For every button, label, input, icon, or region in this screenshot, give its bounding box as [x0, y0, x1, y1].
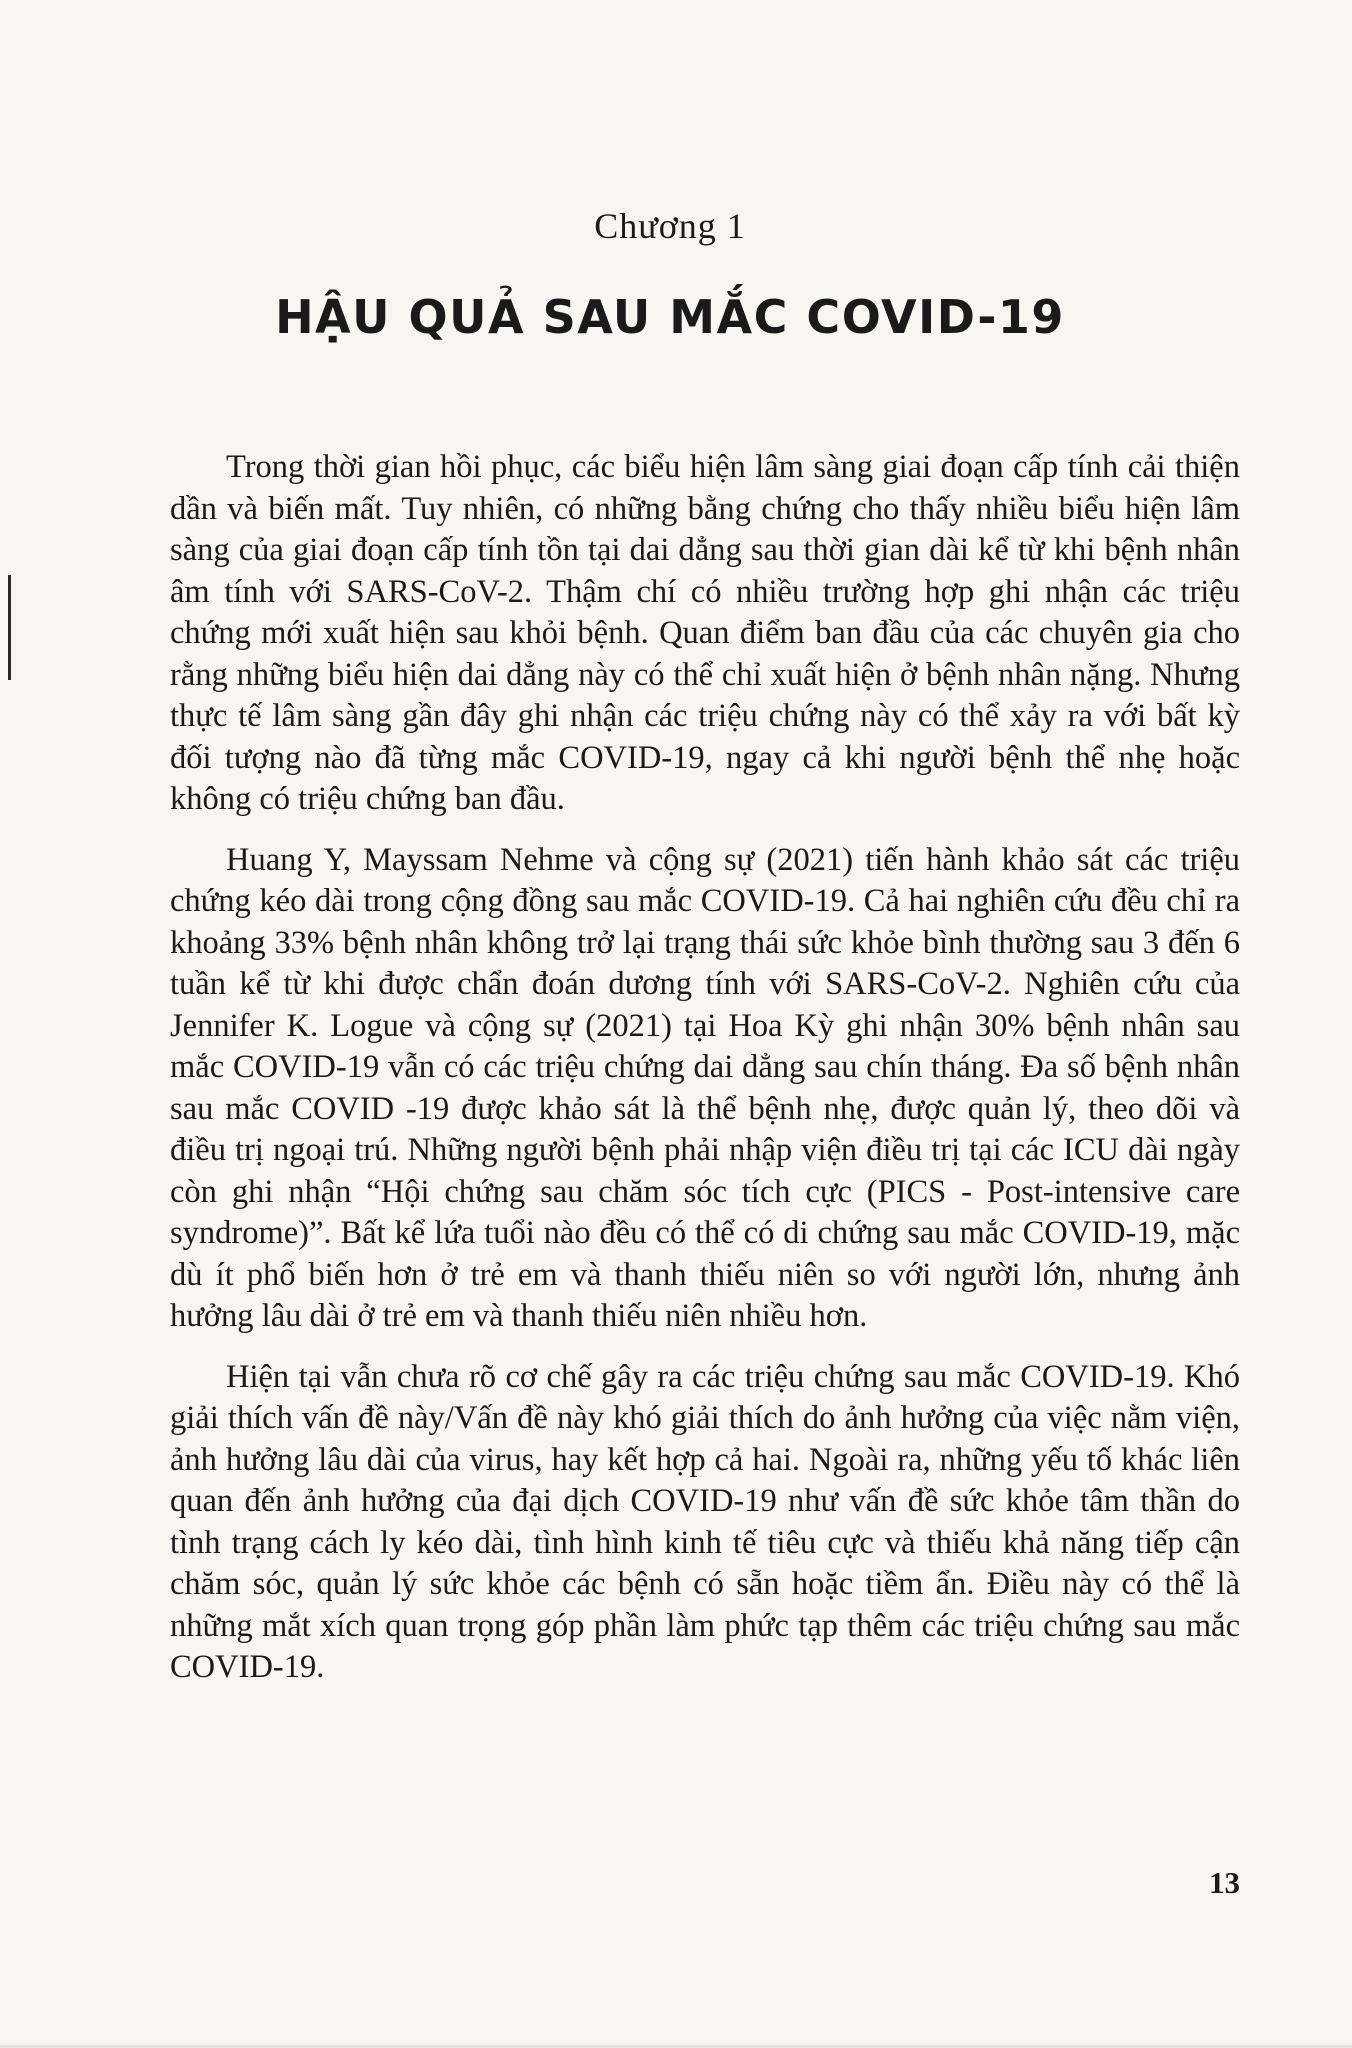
margin-line	[8, 575, 11, 680]
page-number: 13	[1209, 1865, 1240, 1900]
paragraph-2: Huang Y, Mayssam Nehme và cộng sự (2021) tiến hành khảo sát các triệu chứng kéo dài trong cộng đồng sau mắc COVID-19. Cả hai nghiên cứu đều chỉ ra khoảng 33% bệnh nhân không trở lại trạng thái sức khỏe bình thường sau 3 đến 6 tuần kể từ khi được chẩn đoán dương tính với SARS-CoV-2. Nghiên cứu của Jennifer K. Logue và cộng sự (2021) tại Hoa Kỳ ghi nhận 30% bệnh nhân sau mắc COVID-19 vẫn có các triệu chứng dai dẳng sau chín tháng. Đa số bệnh nhân sau mắc COVID -19 được khảo sát là thể bệnh nhẹ, được quản lý, theo dõi và điều trị ngoại trú. Những người bệnh phải nhập viện điều trị tại các ICU dài ngày còn ghi nhận “Hội chứng sau chăm sóc tích cực (PICS - Post-intensive care syndrome)”. Bất kể lứa tuổi nào đều có thể có di chứng sau mắc COVID-19, mặc dù ít phổ biến hơn ở trẻ em và thanh thiếu niên so với người lớn, nhưng ảnh hưởng lâu dài ở trẻ em và thanh thiếu niên nhiều hơn.	[170, 841, 1240, 1334]
chapter-label: Chương 1	[594, 206, 746, 246]
paragraph-1: Trong thời gian hồi phục, các biểu hiện lâm sàng giai đoạn cấp tính cải thiện dần và biến mất. Tuy nhiên, có những bằng chứng cho thấy nhiều biểu hiện lâm sàng của giai đoạn cấp tính tồn tại dai dẳng sau thời gian dài kể từ khi bệnh nhân âm tính với SARS-CoV-2. Thậm chí có nhiều trường hợp ghi nhận các triệu chứng mới xuất hiện sau khỏi bệnh. Quan điểm ban đầu của các chuyên gia cho rằng những biểu hiện dai dẳng này có thể chỉ xuất hiện ở bệnh nhân nặng. Nhưng thực tế lâm sàng gần đây ghi nhận các triệu chứng này có thể xảy ra với bất kỳ đối tượng nào đã từng mắc COVID-19, ngay cả khi người bệnh thể nhẹ hoặc không có triệu chứng ban đầu.	[170, 449, 1240, 817]
body-text	[170, 447, 1240, 1708]
paragraph-3: Hiện tại vẫn chưa rõ cơ chế gây ra các triệu chứng sau mắc COVID-19. Khó giải thích vấn đề này/Vấn đề này khó giải thích do ảnh hưởng của việc nằm viện, ảnh hưởng lâu dài của virus, hay kết hợp cả hai. Ngoài ra, những yếu tố khác liên quan đến ảnh hưởng của đại dịch COVID-19 như vấn đề sức khỏe tâm thần do tình trạng cách ly kéo dài, tình hình kinh tế tiêu cực và thiếu khả năng tiếp cận chăm sóc, quản lý sức khỏe các bệnh có sẵn hoặc tiềm ẩn. Điều này có thể là những mắt xích quan trọng góp phần làm phức tạp thêm các triệu chứng sau mắc COVID-19.	[170, 1358, 1240, 1685]
chapter-title: HẬU QUẢ SAU MẮC COVID-19	[275, 290, 1065, 344]
